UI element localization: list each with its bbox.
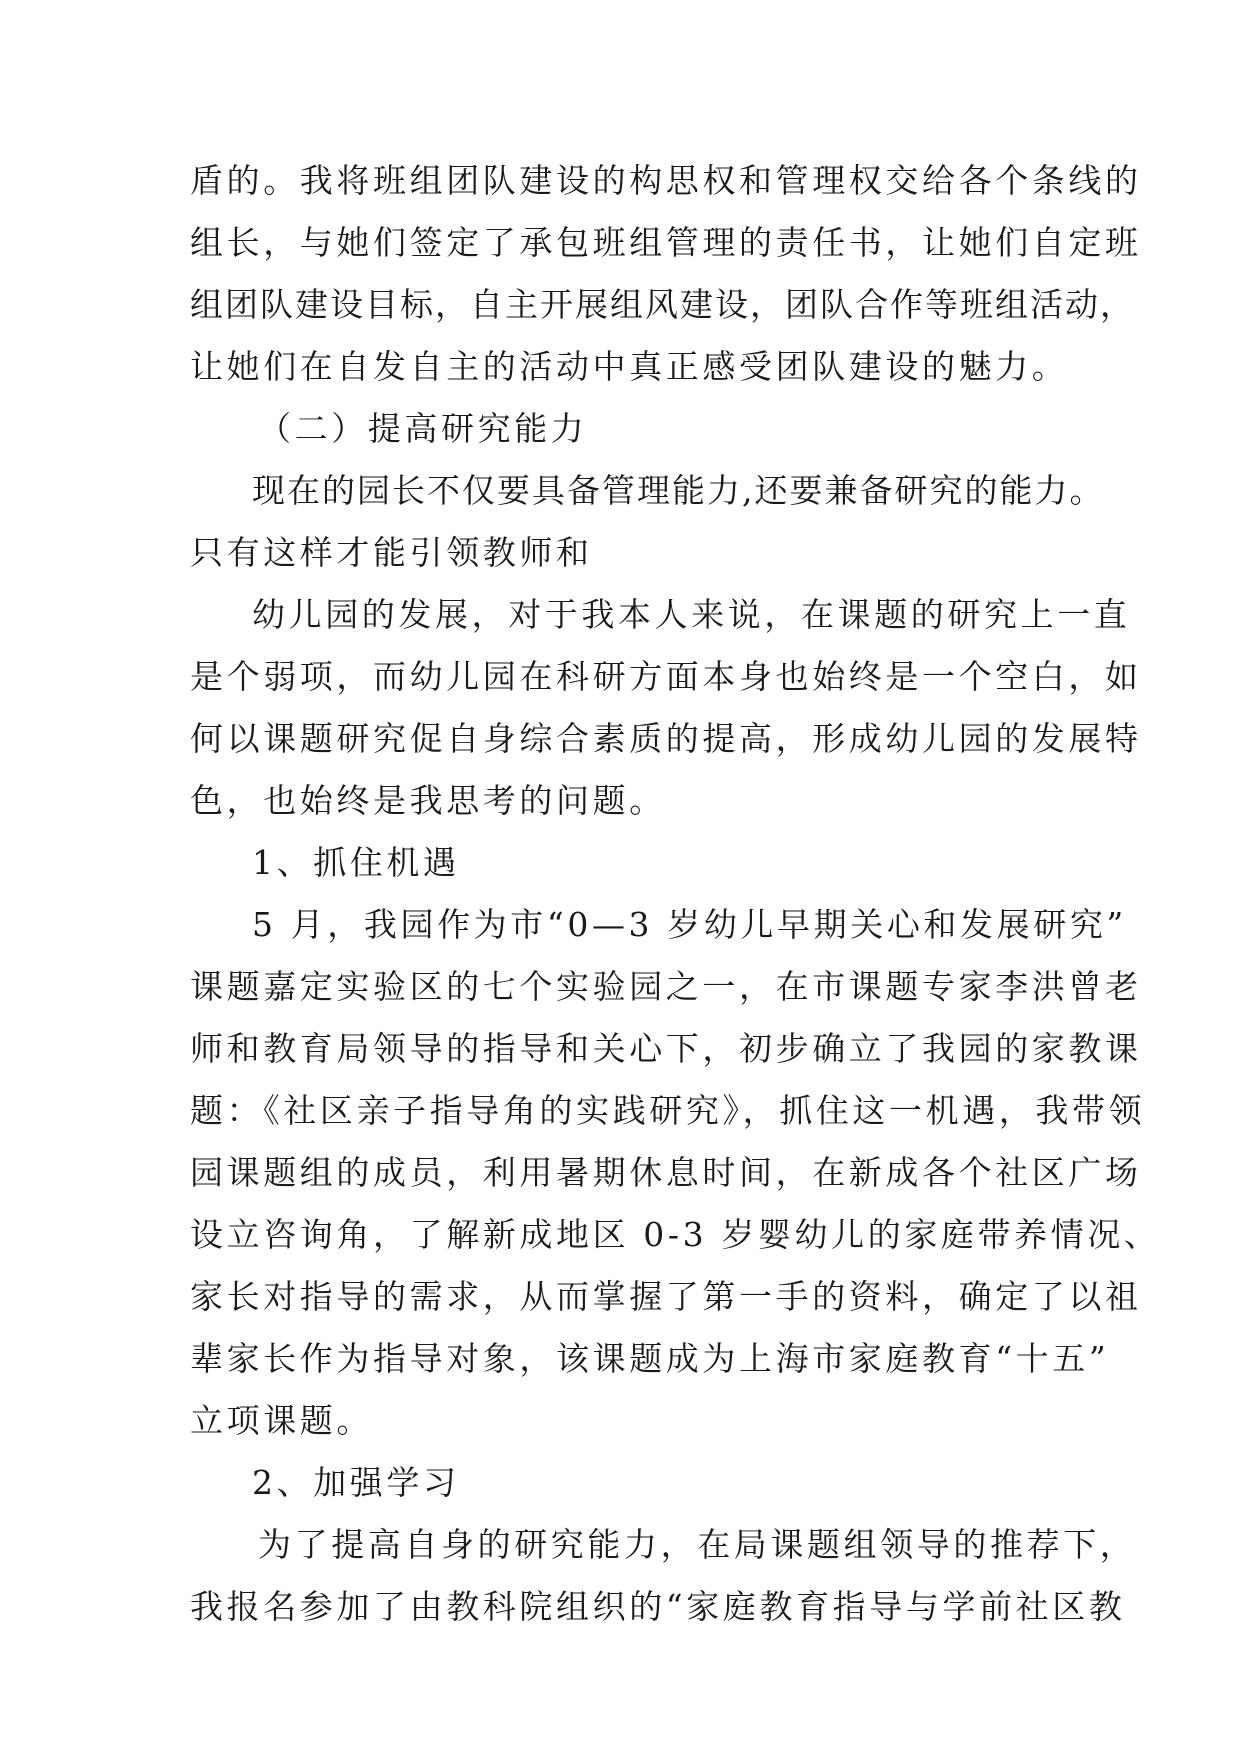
text-line: 家长对指导的需求，从而掌握了第一手的资料，确定了以祖 (190, 1277, 1142, 1316)
text-line: 只有这样才能引领教师和 (190, 533, 593, 572)
text-line: 盾的。我将班组团队建设的构思权和管理权交给各个条线的 (190, 161, 1142, 200)
text-line: 师和教育局领导的指导和关心下，初步确立了我园的家教课 (190, 1029, 1142, 1068)
text-line: 我报名参加了由教科院组织的“家庭教育指导与学前社区教 (190, 1587, 1126, 1626)
text-line: 让她们在自发自主的活动中真正感受团队建设的魅力。 (190, 347, 1069, 386)
text-line: 何以课题研究促自身综合素质的提高，形成幼儿园的发展特 (190, 719, 1142, 758)
text-line: 课题嘉定实验区的七个实验园之一，在市课题专家李洪曾老 (190, 967, 1142, 1006)
text-line: 色，也始终是我思考的问题。 (190, 781, 666, 820)
text-line: 幼儿园的发展，对于我本人来说，在课题的研究上一直 (252, 595, 1131, 634)
text-line: 是个弱项，而幼儿园在科研方面本身也始终是一个空白，如 (190, 657, 1142, 696)
text-line: 立项课题。 (190, 1401, 373, 1440)
text-line: 设立咨询角，了解新成地区 0-3 岁婴幼儿的家庭带养情况、 (190, 1215, 1161, 1254)
text-line: 为了提高自身的研究能力，在局课题组领导的推荐下， (258, 1525, 1137, 1564)
text-line: 园课题组的成员，利用暑期休息时间，在新成各个社区广场 (190, 1153, 1142, 1192)
text-line: 辈家长作为指导对象，该课题成为上海市家庭教育“十五” (190, 1339, 1110, 1378)
text-line: 现在的园长不仅要具备管理能力,还要兼备研究的能力。 (252, 471, 1105, 510)
text-line: 题：《社区亲子指导角的实践研究》，抓住这一机遇，我带领 (190, 1091, 1146, 1130)
section-heading: （二）提高研究能力 (258, 409, 588, 448)
text-line: 组长，与她们签定了承包班组管理的责任书，让她们自定班 (190, 223, 1142, 262)
subsection-heading: 1、抓住机遇 (252, 843, 460, 882)
subsection-heading: 2、加强学习 (252, 1463, 460, 1502)
text-line: 组团队建设目标，自主开展组风建设，团队合作等班组活动， (190, 285, 1135, 324)
text-line: 5 月，我园作为市“0—3 岁幼儿早期关心和发展研究” (252, 905, 1127, 944)
